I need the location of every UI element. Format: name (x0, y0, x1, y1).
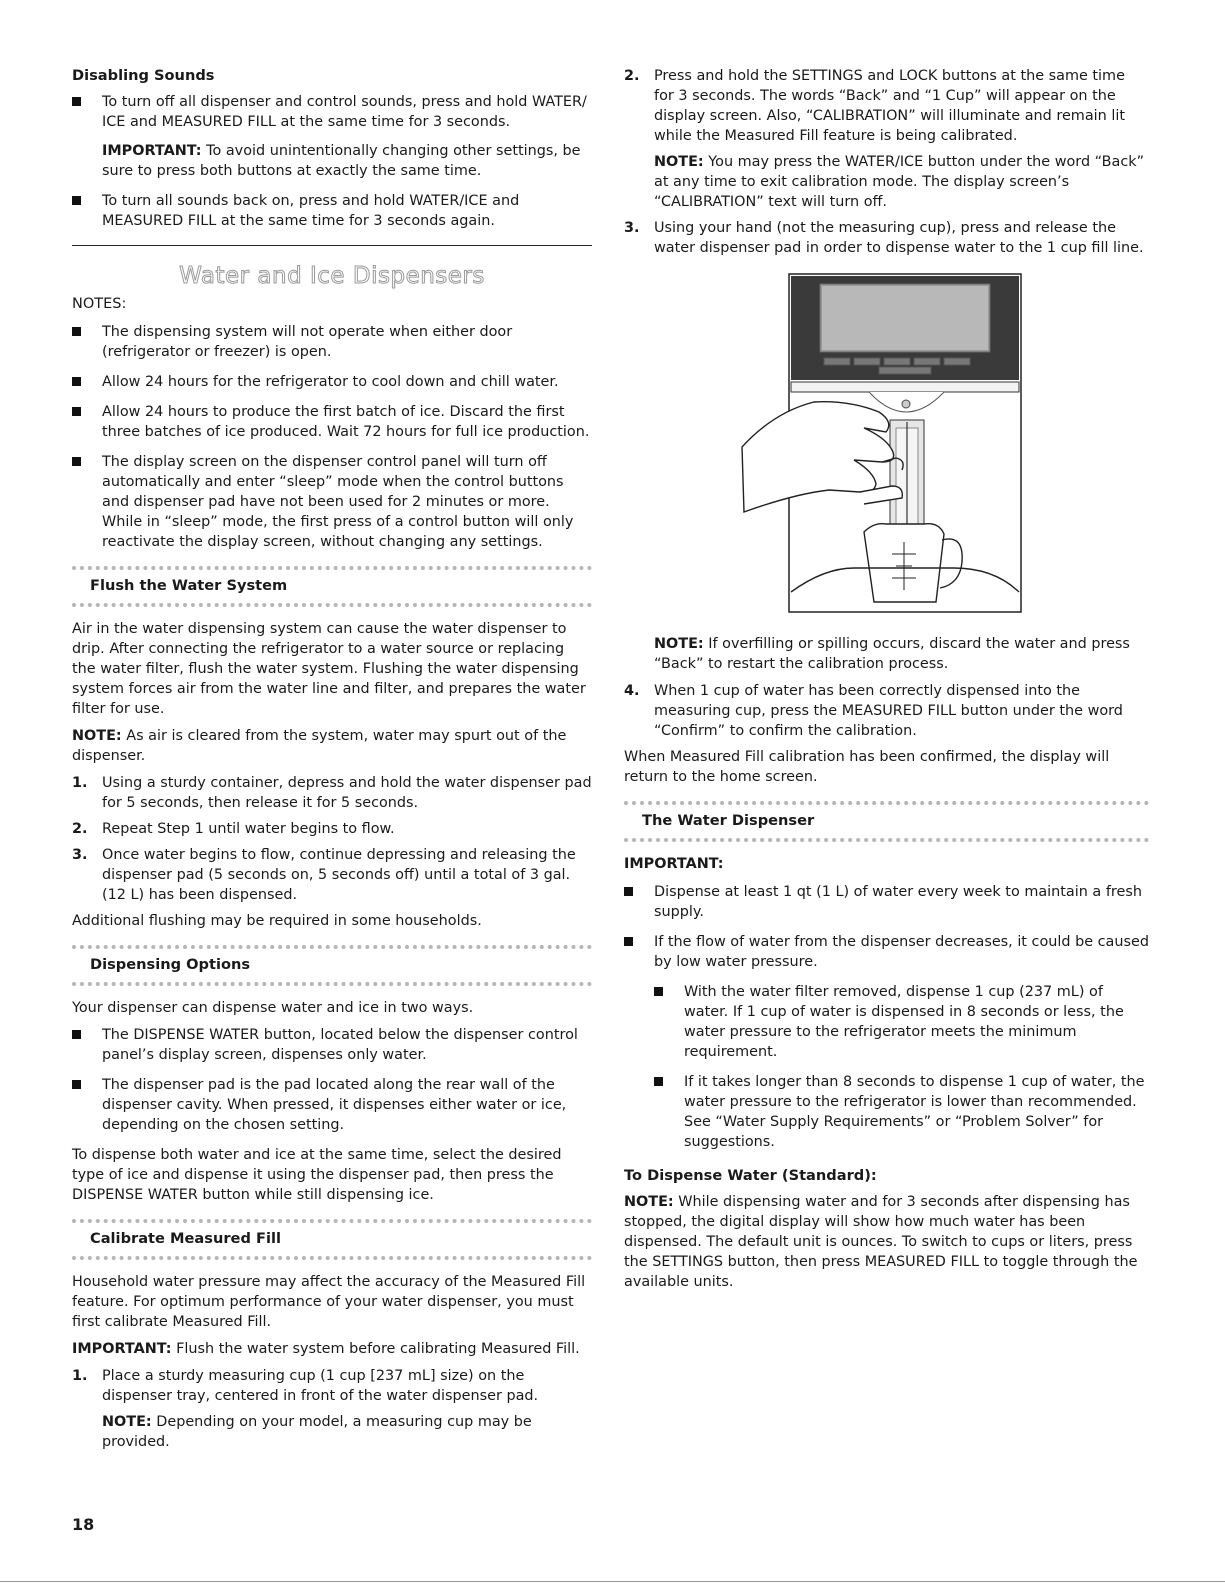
list-item: With the water filter removed, dispense 1 cup (237 mL) of water. If 1 cup of water is dispensed in 8 seconds or less, the water pressure to the refrigerator meets the minimum requirement. (654, 982, 1149, 1062)
note: NOTE: As air is cleared from the system, water may spurt out of the dispenser. (72, 728, 567, 764)
important-note: IMPORTANT: To avoid unintentionally changing other settings, be sure to press both buttons at exactly the same time. (102, 143, 581, 179)
list-item: Allow 24 hours for the refrigerator to cool down and chill water. (72, 372, 592, 392)
paragraph: When Measured Fill calibration has been confirmed, the display will return to the home screen. (624, 749, 1110, 785)
notes-label: NOTES: (72, 296, 127, 312)
left-column (72, 66, 592, 1459)
dispenser-drawing (624, 272, 1149, 622)
list-item: 3. Once water begins to flow, continue depressing and releasing the dispenser pad (5 seconds on, 5 seconds off) until a total of 3 gal. (12 L) has been dispensed. (72, 847, 576, 903)
page-number: 18 (72, 1515, 95, 1534)
calibrate-measured-fill-heading: Calibrate Measured Fill (72, 1219, 592, 1260)
note: NOTE: Depending on your model, a measuring cup may be provided. (102, 1414, 532, 1450)
list-item: Allow 24 hours to produce the first batch of ice. Discard the first three batches of ice produced. Wait 72 hours for full ice production. (72, 402, 592, 442)
pressure-sublist (654, 982, 1149, 1152)
disabling-sounds-list (72, 92, 592, 231)
calibrate-step-4 (624, 681, 1149, 741)
list-item: 2. Repeat Step 1 until water begins to flow. (72, 821, 395, 837)
list-item: The dispensing system will not operate when either door (refrigerator or freezer) is open. (72, 322, 592, 362)
note: NOTE: You may press the WATER/ICE button under the word “Back” at any time to exit calibration mode. The display screen’s “CALIBRATION” text will turn off. (654, 154, 1145, 210)
list-item: Dispense at least 1 qt (1 L) of water every week to maintain a fresh supply. (624, 882, 1149, 922)
list-item: To turn off all dispenser and control sounds, press and hold WATER/ ICE and MEASURED FILL at the same time for 3 seconds. IMPORTANT: To avoid unintentionally changing other settings, be sure to press both buttons at exactly the same time. (72, 92, 592, 181)
list-item: If the flow of water from the dispenser decreases, it could be caused by low water pressure. (624, 932, 1149, 972)
paragraph: Your dispenser can dispense water and ice in two ways. (72, 1000, 474, 1016)
options-list (72, 1025, 592, 1135)
important-note: IMPORTANT: Flush the water system before calibrating Measured Fill. (72, 1341, 580, 1357)
calibrate-steps (72, 1366, 592, 1406)
paragraph: Household water pressure may affect the accuracy of the Measured Fill feature. For optimum performance of your water dispenser, you must first calibrate Measured Fill. (72, 1274, 586, 1330)
list-item: The display screen on the dispenser control panel will turn off automatically and enter “sleep” mode when the control buttons and dispenser pad have not been used for 2 minutes or more. While in “sleep” mode, the first press of a control button will only reactivate the display screen, without changing any settings. (72, 452, 592, 552)
dispenser-list (624, 882, 1149, 972)
notes-list (72, 322, 592, 552)
dispenser-illustration (624, 272, 1149, 622)
note: NOTE: If overfilling or spilling occurs, discard the water and press “Back” to restart the calibration process. (654, 636, 1130, 672)
list-item: 3. Using your hand (not the measuring cup), press and release the water dispenser pad in order to dispense water to the 1 cup fill line. (624, 220, 1144, 256)
note: NOTE: While dispensing water and for 3 seconds after dispensing has stopped, the digital display will show how much water has been dispensed. The default unit is ounces. To switch to cups or liters, press the SETTINGS button, then press MEASURED FILL to toggle through the available units. (624, 1194, 1138, 1290)
list-item: 4. When 1 cup of water has been correctly dispensed into the measuring cup, press the MEASURED FILL button under the word “Confirm” to confirm the calibration. (624, 683, 1123, 739)
list-item: 1. Using a sturdy container, depress and hold the water dispenser pad for 5 seconds, then release it for 5 seconds. (72, 775, 592, 811)
water-ice-dispensers-title: Water and Ice Dispensers (179, 263, 485, 289)
right-column (624, 66, 1149, 1299)
paragraph: Air in the water dispensing system can cause the water dispenser to drip. After connecting the refrigerator to a water source or replacing the water filter, flush the water system. Flushing the water dispensing system forces air from the water line and filter, and prepares the water filter for use. (72, 621, 586, 717)
list-item: The DISPENSE WATER button, located below the dispenser control panel’s display screen, dispenses only water. (72, 1025, 592, 1065)
water-dispenser-heading: The Water Dispenser (624, 801, 1149, 842)
dispense-standard-heading: To Dispense Water (Standard): (624, 1167, 877, 1184)
flush-water-system-heading: Flush the Water System (72, 566, 592, 607)
list-item: 2. Press and hold the SETTINGS and LOCK buttons at the same time for 3 seconds. The words “Back” and “1 Cup” will appear on the display screen. Also, “CALIBRATION” will illuminate and remain lit while the Measured Fill feature is being calibrated. NOTE: You may press the WATER/ICE button under the word “Back” at any time to exit calibration mode. The display screen’s “CALIBRATION” text will turn off. (624, 66, 1149, 212)
section-divider (72, 245, 592, 246)
list-item: To turn all sounds back on, press and hold WATER/ICE and MEASURED FILL at the same time for 3 seconds again. (72, 191, 592, 231)
disabling-sounds-heading: Disabling Sounds (72, 67, 215, 84)
paragraph: To dispense both water and ice at the same time, select the desired type of ice and dispense it using the dispenser pad, then press the DISPENSE WATER button while still dispensing ice. (72, 1147, 562, 1203)
flush-steps (72, 773, 592, 905)
calibrate-steps-continued (624, 66, 1149, 258)
paragraph: Additional flushing may be required in some households. (72, 913, 482, 929)
list-item: 1. Place a sturdy measuring cup (1 cup [237 mL] size) on the dispenser tray, centered in front of the water dispenser pad. (72, 1368, 539, 1404)
list-item: The dispenser pad is the pad located along the rear wall of the dispenser cavity. When pressed, it dispenses either water or ice, depending on the chosen setting. (72, 1075, 592, 1135)
important-label: IMPORTANT: (624, 856, 724, 872)
dispensing-options-heading: Dispensing Options (72, 945, 592, 986)
bottom-border (0, 1581, 1225, 1582)
list-item: If it takes longer than 8 seconds to dispense 1 cup of water, the water pressure to the refrigerator is lower than recommended. See “Water Supply Requirements” or “Problem Solver” for suggestions. (654, 1072, 1149, 1152)
